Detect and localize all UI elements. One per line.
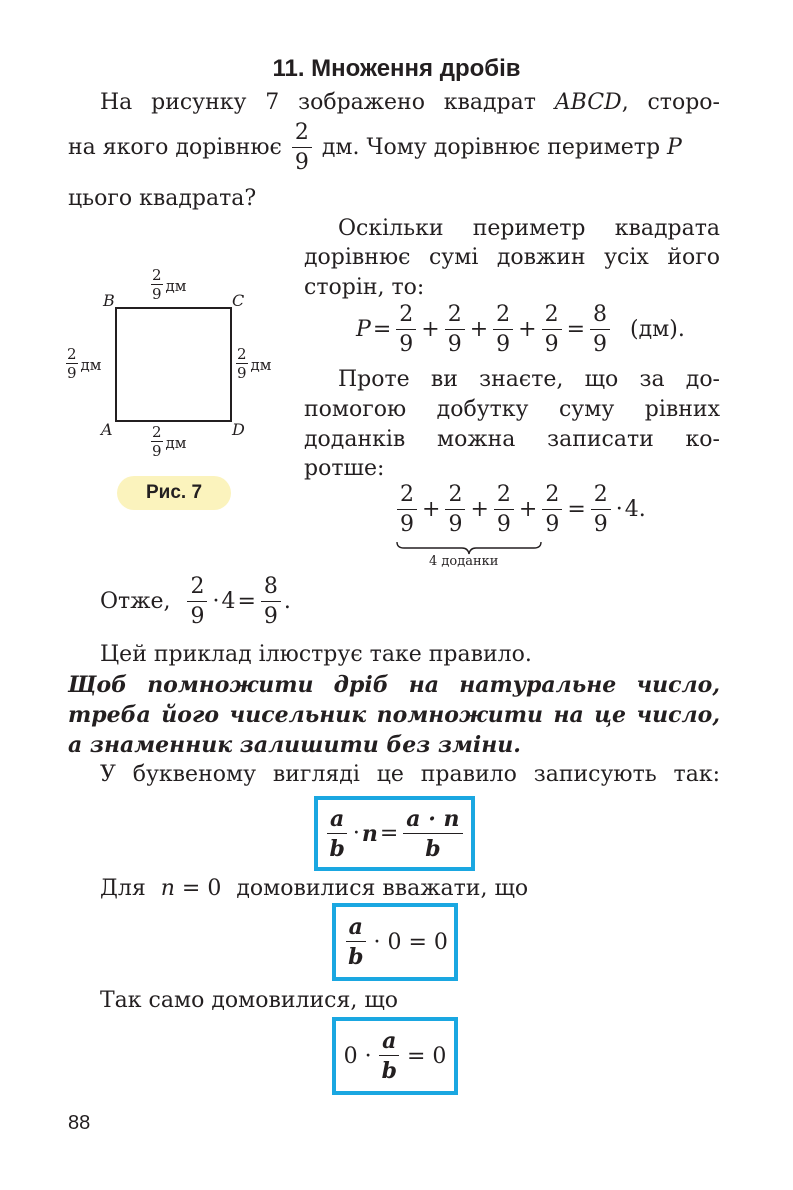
- side-label-top: $\frac{2}{9}$ дм: [152, 266, 187, 303]
- side-label-right: $\frac{2}{9}$ дм: [237, 345, 272, 382]
- page-number: 88: [68, 1112, 91, 1134]
- perimeter-formula: P= $\frac{2}{9}$ + $\frac{2}{9}$ + $\frac{2}{9}$ + $\frac{2}{9}$ = $\frac{8}{9}$ (дм).: [356, 302, 685, 357]
- figure-caption: Рис. 7: [117, 476, 231, 510]
- right-line-4: Проте ви знаєте, що за до-: [338, 367, 720, 392]
- right-line-7: ротше:: [304, 456, 385, 481]
- side-label-left: $\frac{2}{9}$ дм: [67, 345, 102, 382]
- right-line-1: Оскільки периметр квадрата: [338, 216, 720, 241]
- sum-as-product: $\frac{2}{9}$ + $\frac{2}{9}$ + $\frac{2}{9}$ + $\frac{2}{9}$ = $\frac{2}{9}$ ·4.: [394, 484, 646, 536]
- intro-line-3: цього квадрата?: [68, 186, 257, 211]
- section-title: 11. Множення дробів: [272, 55, 521, 82]
- right-line-5: помогою добутку суму рівних: [304, 397, 720, 422]
- square-shape: [116, 308, 231, 421]
- side-label-bottom: $\frac{2}{9}$ дм: [152, 423, 187, 460]
- example-line: Цей приклад ілюструє таке правило.: [100, 642, 532, 667]
- zero-rule-line: Для n = 0 домовилися вважати, що: [100, 876, 529, 901]
- vertex-c: C: [232, 291, 245, 310]
- rule-text: Щоб помножити дріб на натуральне число, треба його чисельник помножити на це число, а знаменник залишити без зміни.: [68, 672, 720, 758]
- so-line: Отже, $\frac{2}{9}$ ·4= $\frac{8}{9}$ .: [100, 574, 291, 629]
- right-line-2: дорівнює сумі довжин усіх його: [304, 245, 720, 270]
- vertex-a: A: [101, 420, 113, 439]
- formula-box-1: $\frac{a}{b}$ · n = $\frac{a \cdot n}{b}$: [314, 796, 475, 871]
- formula-box-3: 0 · $\frac{a}{b}$ = 0: [332, 1017, 458, 1095]
- underbrace: [396, 541, 542, 555]
- letter-form-line: У буквеному вигляді це правило записують так:: [100, 762, 720, 787]
- intro-line-1: На рисунку 7 зображено квадрат ABCD, сторо-: [100, 90, 720, 115]
- vertex-b: B: [103, 291, 115, 310]
- right-line-3: сторін, то:: [304, 275, 425, 300]
- vertex-d: D: [232, 420, 245, 439]
- same-rule-line: Так само домовилися, що: [100, 988, 399, 1013]
- brace-label: 4 доданки: [429, 554, 499, 569]
- formula-box-2: $\frac{a}{b}$ · 0 = 0: [332, 903, 458, 981]
- side-fraction: $\frac{2}{9}$: [292, 122, 312, 174]
- intro-line-2: на якого дорівнює $\frac{2}{9}$ дм. Чому дорівнює периметр P: [68, 120, 682, 175]
- right-line-6: доданків можна записати ко-: [304, 427, 720, 452]
